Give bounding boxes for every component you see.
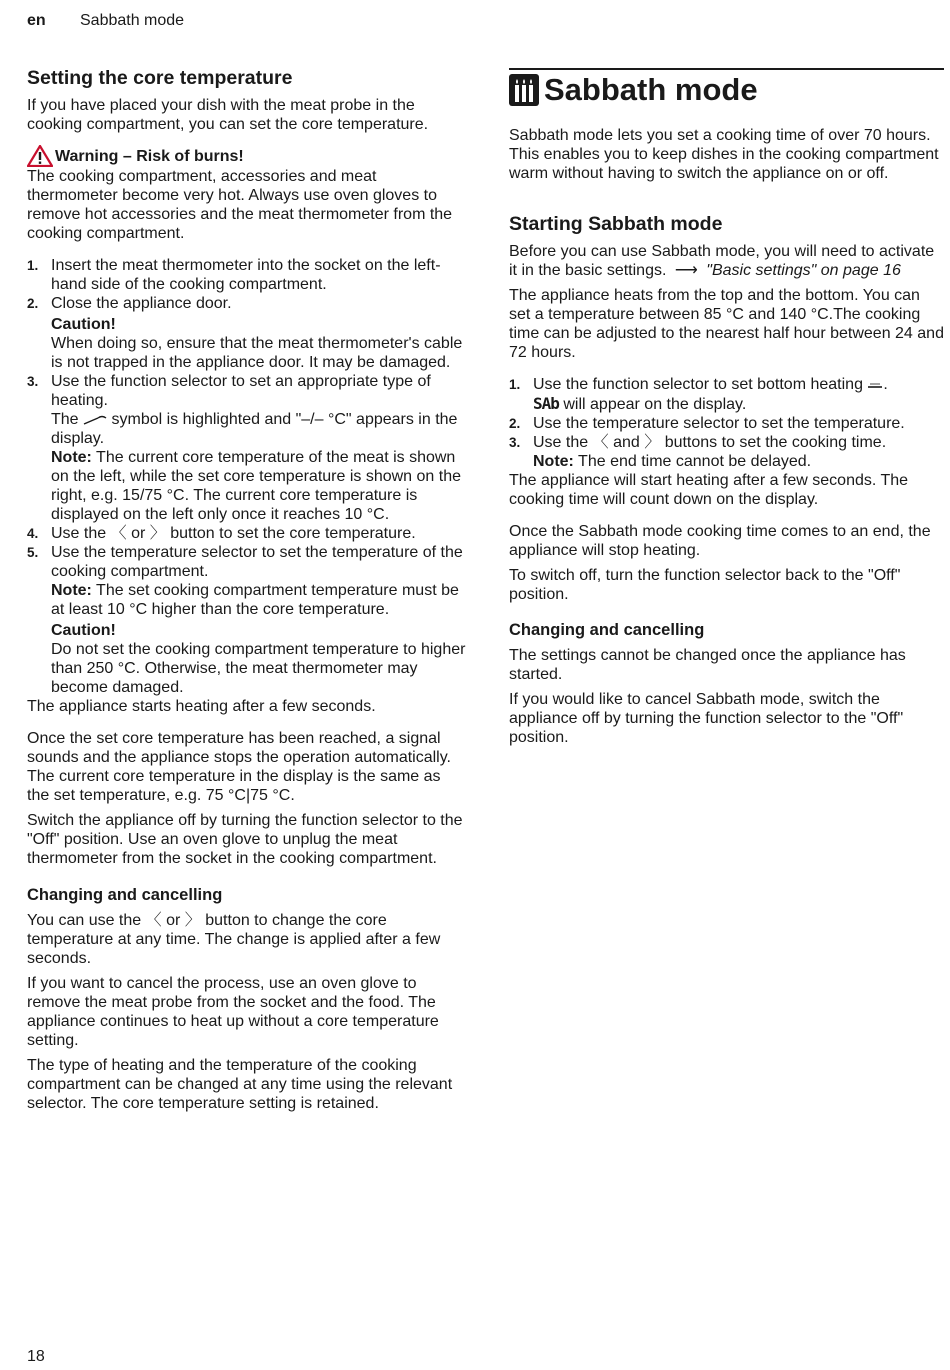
step-number: 1. bbox=[509, 377, 521, 392]
arrow-right-icon: ⟶ bbox=[674, 262, 698, 279]
step-text: Use the function selector to set bottom heating bbox=[533, 376, 863, 393]
step-item bbox=[27, 524, 467, 543]
step-text: Use the function selector to set an appropriate type of heating. bbox=[51, 373, 431, 409]
changing-cancelling-title: Changing and cancelling bbox=[27, 886, 223, 904]
caution-text: Do not set the cooking compartment temperature to higher than 250 °C. Otherwise, the meat thermometer may become damaged. bbox=[51, 641, 466, 696]
sabbath-mode-title: Sabbath mode bbox=[544, 72, 758, 107]
step-text-post: buttons to set the cooking time. bbox=[664, 434, 887, 451]
step-number: 2. bbox=[509, 416, 521, 431]
core-temp-steps bbox=[27, 256, 467, 697]
left-column bbox=[27, 66, 467, 1113]
step-text-pre: Use the bbox=[51, 525, 107, 542]
core-temp-title: Setting the core temperature bbox=[27, 67, 293, 89]
note-text: The set cooking compartment temperature must be at least 10 °C higher than the core temperature. bbox=[51, 582, 459, 618]
chevron-left-icon: 〈 bbox=[592, 434, 609, 451]
step-item bbox=[509, 433, 944, 471]
meat-probe-icon bbox=[83, 415, 107, 425]
note-block bbox=[51, 448, 467, 524]
step-item bbox=[27, 372, 467, 524]
step-text-post: button to set the core temperature. bbox=[170, 525, 416, 542]
step-text-mid: and bbox=[613, 434, 640, 451]
chevron-right-icon: 〉 bbox=[149, 525, 166, 542]
chevron-left-icon: 〈 bbox=[145, 912, 162, 929]
core-reached-paragraph: Once the set core temperature has been reached, a signal sounds and the appliance stops the operation automatically. The current core temperature in the display is the same as the set temperature, e.g. 75 °C|75 °C. bbox=[27, 730, 451, 804]
step-number: 1. bbox=[27, 258, 39, 273]
sabbath-intro: Sabbath mode lets you set a cooking time of over 70 hours. This enables you to keep dishes in the cooking compartment warm without having to switch the appliance on or off. bbox=[509, 127, 939, 182]
caution-label: Caution! bbox=[51, 316, 116, 333]
page-header bbox=[27, 12, 185, 30]
step-number: 3. bbox=[509, 435, 521, 450]
change-paragraph bbox=[27, 911, 467, 968]
chevron-right-icon: 〉 bbox=[184, 912, 201, 929]
symbol-note-post: symbol is highlighted and "–/– °C" appears in the display. bbox=[51, 411, 458, 447]
settings-paragraph: The settings cannot be changed once the appliance has started. bbox=[509, 647, 906, 683]
switch-off-paragraph: Switch the appliance off by turning the function selector to the "Off" position. Use an oven glove to unplug the meat thermometer from the socket in the cooking compartment. bbox=[27, 812, 463, 867]
switch-off-paragraph: To switch off, turn the function selector back to the "Off" position. bbox=[509, 567, 901, 603]
warning-heading bbox=[27, 145, 467, 167]
cancel-paragraph: If you would like to cancel Sabbath mode, switch the appliance off by turning the function selector to the "Off" position. bbox=[509, 691, 904, 746]
step-text-pre: Use the bbox=[533, 434, 589, 451]
note-label: Note: bbox=[533, 453, 574, 470]
candles-icon bbox=[509, 74, 539, 106]
after-steps-text: The appliance will start heating after a few seconds. The cooking time will count down on the display. bbox=[509, 472, 909, 508]
change-text-post: button to change the core temperature at any time. The change is applied after a few seconds. bbox=[27, 912, 441, 967]
end-paragraph: Once the Sabbath mode cooking time comes to an end, the appliance will stop heating. bbox=[509, 523, 931, 559]
warning-icon bbox=[27, 145, 53, 167]
step-text-mid: or bbox=[131, 525, 146, 542]
language-code: en bbox=[27, 12, 46, 29]
note-block bbox=[51, 581, 467, 619]
after-steps-text: The appliance starts heating after a few seconds. bbox=[27, 698, 376, 715]
note-text: The end time cannot be delayed. bbox=[573, 453, 812, 470]
display-note bbox=[533, 394, 944, 414]
bottom-heating-icon: . bbox=[883, 376, 888, 393]
sab-display-code: SAb bbox=[533, 394, 559, 413]
step-item bbox=[27, 543, 467, 697]
core-temp-intro: If you have placed your dish with the meat probe in the cooking compartment, you can set the core temperature. bbox=[27, 97, 429, 133]
step-text: Insert the meat thermometer into the socket on the left-hand side of the cooking compartment. bbox=[51, 257, 441, 293]
step-text: Close the appliance door. bbox=[51, 295, 232, 312]
symbol-note bbox=[51, 410, 467, 448]
retained-paragraph: The type of heating and the temperature of the cooking compartment can be changed at any time using the relevant selector. The core temperature setting is retained. bbox=[27, 1057, 453, 1112]
change-text-mid: or bbox=[166, 912, 181, 929]
cancel-paragraph: If you want to cancel the process, use an oven glove to remove the meat probe from the socket and the food. The appliance continues to heat up without a core temperature setting. bbox=[27, 975, 439, 1049]
step-item bbox=[509, 414, 944, 433]
right-column bbox=[509, 68, 944, 747]
display-note-text: will appear on the display. bbox=[563, 396, 747, 413]
heating-paragraph: The appliance heats from the top and the bottom. You can set a temperature between 85 °C and 140 °C.The cooking time can be adjusted to the nearest half hour between 24 and 72 hours. bbox=[509, 287, 944, 361]
starting-sabbath-title: Starting Sabbath mode bbox=[509, 213, 723, 235]
sabbath-mode-heading bbox=[509, 68, 944, 108]
step-item bbox=[27, 294, 467, 372]
step-number: 4. bbox=[27, 526, 39, 541]
warning-title: Warning – Risk of burns! bbox=[55, 147, 244, 165]
basic-settings-reference[interactable]: "Basic settings" on page 16 bbox=[706, 262, 901, 279]
changing-cancelling-title: Changing and cancelling bbox=[509, 621, 705, 639]
note-label: Note: bbox=[51, 449, 92, 466]
activate-paragraph bbox=[509, 242, 944, 280]
step-number: 3. bbox=[27, 374, 39, 389]
caution-text: When doing so, ensure that the meat thermometer's cable is not trapped in the appliance door. It may be damaged. bbox=[51, 335, 463, 371]
note-label: Note: bbox=[51, 582, 92, 599]
chevron-left-icon: 〈 bbox=[110, 525, 127, 542]
sabbath-steps bbox=[509, 375, 944, 471]
chevron-right-icon: 〉 bbox=[644, 434, 661, 451]
step-item bbox=[509, 375, 944, 414]
page-number: 18 bbox=[27, 1348, 45, 1365]
step-text: Use the temperature selector to set the temperature. bbox=[533, 415, 905, 432]
caution-label: Caution! bbox=[51, 622, 116, 639]
step-item bbox=[27, 256, 467, 294]
warning-text: The cooking compartment, accessories and meat thermometer become very hot. Always use oven gloves to remove hot accessories and the meat thermometer from the cooking compartment. bbox=[27, 168, 453, 242]
change-text-pre: You can use the bbox=[27, 912, 142, 929]
step-number: 2. bbox=[27, 296, 39, 311]
symbol-note-pre: The bbox=[51, 411, 79, 428]
activate-text: Before you can use Sabbath mode, you will need to activate it in the basic settings. bbox=[509, 243, 935, 279]
step-text: Use the temperature selector to set the temperature of the cooking compartment. bbox=[51, 544, 463, 580]
section-name: Sabbath mode bbox=[80, 12, 185, 29]
step-number: 5. bbox=[27, 545, 39, 560]
note-text: The current core temperature of the meat is shown on the left, while the set core temperature is shown on the right, e.g. 15/75 °C. The current core temperature is displayed on the left only once it reaches 10 °C. bbox=[51, 449, 462, 523]
note-block bbox=[533, 452, 944, 471]
